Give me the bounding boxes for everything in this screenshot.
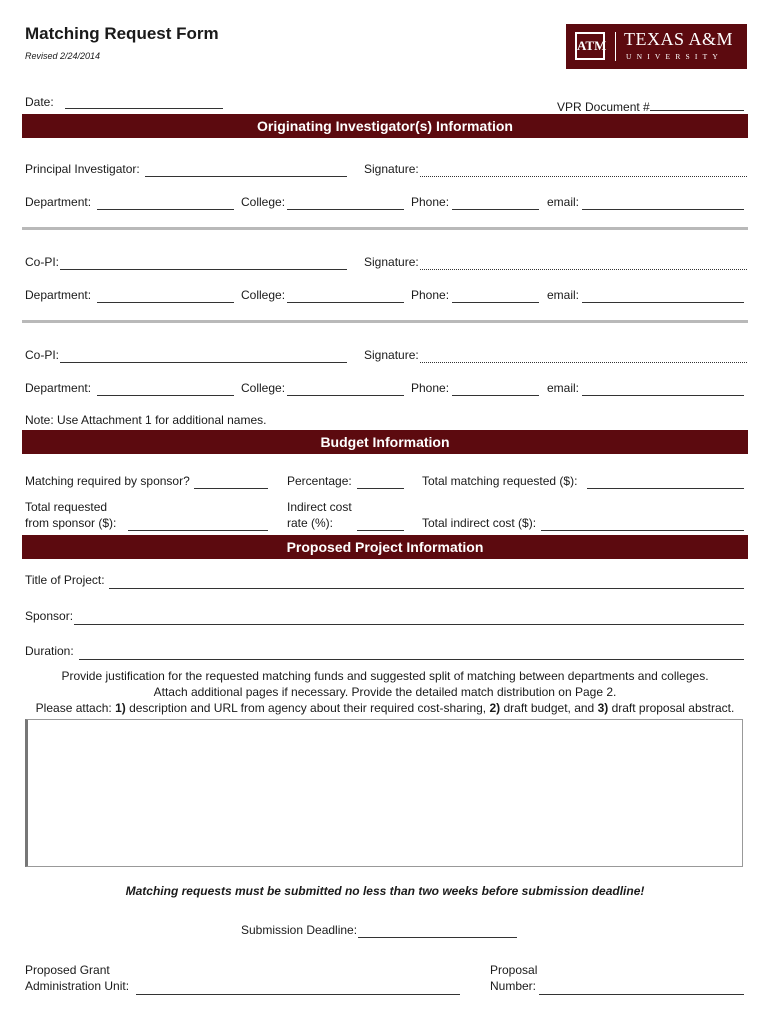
sponsor-label: Sponsor: [25, 609, 74, 623]
copi1-field[interactable] [60, 269, 347, 270]
date-label: Date: [25, 95, 54, 109]
separator [22, 320, 748, 323]
pi-field[interactable] [145, 176, 347, 177]
copi2-label: Co-PI: [25, 348, 60, 362]
atm-mark: ATM [575, 32, 605, 60]
percentage-label: Percentage: [287, 474, 352, 488]
duration-field[interactable] [79, 659, 744, 660]
pi-phone-field[interactable] [452, 209, 539, 210]
justification-instruction-3: Please attach: 1) description and URL from agency about their required cost-sharing, 2) draft budget, and 3) draft proposal abstract. [35, 701, 735, 715]
vpr-field[interactable] [650, 110, 744, 111]
total-indirect-field[interactable] [541, 530, 744, 531]
pi-signature-field[interactable] [420, 176, 747, 177]
proposal-number-label-2: Number: [490, 979, 537, 993]
proposal-number-label-1: Proposal [490, 963, 538, 977]
percentage-field[interactable] [357, 488, 404, 489]
copi1-college-field[interactable] [287, 302, 404, 303]
logo-name: TEXAS A&M [624, 29, 734, 49]
sponsor-field[interactable] [74, 624, 744, 625]
submission-deadline-label: Submission Deadline: [241, 923, 358, 937]
copi1-signature-label: Signature: [364, 255, 419, 269]
grant-unit-label-1: Proposed Grant [25, 963, 110, 977]
copi1-college-label: College: [241, 288, 286, 302]
grant-unit-field[interactable] [136, 994, 460, 995]
separator [22, 227, 748, 230]
justification-instruction-2: Attach additional pages if necessary. Provide the detailed match distribution on Page 2. [153, 685, 617, 699]
date-field[interactable] [65, 108, 223, 109]
logo-university: UNIVERSITY [626, 52, 723, 61]
copi2-phone-label: Phone: [411, 381, 450, 395]
total-indirect-label: Total indirect cost ($): [422, 516, 537, 530]
copi1-email-label: email: [547, 288, 580, 302]
copi1-signature-field[interactable] [420, 269, 747, 270]
grant-unit-label-2: Administration Unit: [25, 979, 130, 993]
justification-textarea[interactable] [25, 719, 743, 867]
revision-date: Revised 2/24/2014 [25, 51, 101, 61]
copi1-department-field[interactable] [97, 302, 234, 303]
project-title-label: Title of Project: [25, 573, 105, 587]
copi1-phone-label: Phone: [411, 288, 450, 302]
pi-email-field[interactable] [582, 209, 744, 210]
pi-phone-label: Phone: [411, 195, 450, 209]
copi2-signature-label: Signature: [364, 348, 419, 362]
copi2-signature-field[interactable] [420, 362, 747, 363]
copi2-department-field[interactable] [97, 395, 234, 396]
matching-required-label: Matching required by sponsor? [25, 474, 190, 488]
form-title: Matching Request Form [25, 24, 219, 43]
proposal-number-field[interactable] [539, 994, 744, 995]
copi1-email-field[interactable] [582, 302, 744, 303]
copi2-department-label: Department: [25, 381, 92, 395]
copi2-email-field[interactable] [582, 395, 744, 396]
total-matching-field[interactable] [587, 488, 744, 489]
matching-required-field[interactable] [194, 488, 268, 489]
texas-am-logo [566, 24, 747, 69]
total-matching-label: Total matching requested ($): [422, 474, 578, 488]
indirect-rate-label-1: Indirect cost [287, 500, 352, 514]
total-requested-field[interactable] [128, 530, 268, 531]
pi-signature-label: Signature: [364, 162, 419, 176]
section-investigators: Originating Investigator(s) Information [22, 114, 748, 138]
logo-divider [615, 32, 616, 61]
submission-warning: Matching requests must be submitted no less than two weeks before submission deadline! [125, 884, 645, 898]
total-requested-label-2: from sponsor ($): [25, 516, 117, 530]
total-requested-label-1: Total requested [25, 500, 108, 514]
copi1-department-label: Department: [25, 288, 92, 302]
additional-names-note: Note: Use Attachment 1 for additional names. [25, 413, 267, 427]
vpr-label: VPR Document # [557, 100, 650, 114]
pi-label: Principal Investigator: [25, 162, 140, 176]
project-title-field[interactable] [109, 588, 744, 589]
copi2-field[interactable] [60, 362, 347, 363]
pi-college-field[interactable] [287, 209, 404, 210]
indirect-rate-label-2: rate (%): [287, 516, 334, 530]
indirect-rate-field[interactable] [357, 530, 404, 531]
pi-college-label: College: [241, 195, 286, 209]
copi1-label: Co-PI: [25, 255, 60, 269]
copi2-college-field[interactable] [287, 395, 404, 396]
pi-email-label: email: [547, 195, 580, 209]
pi-department-label: Department: [25, 195, 92, 209]
duration-label: Duration: [25, 644, 74, 658]
section-project: Proposed Project Information [22, 535, 748, 559]
submission-deadline-field[interactable] [358, 937, 517, 938]
copi2-college-label: College: [241, 381, 286, 395]
section-budget: Budget Information [22, 430, 748, 454]
copi2-email-label: email: [547, 381, 580, 395]
justification-instruction-1: Provide justification for the requested matching funds and suggested split of matching between departments and colleges. [61, 669, 709, 683]
copi1-phone-field[interactable] [452, 302, 539, 303]
pi-department-field[interactable] [97, 209, 234, 210]
copi2-phone-field[interactable] [452, 395, 539, 396]
